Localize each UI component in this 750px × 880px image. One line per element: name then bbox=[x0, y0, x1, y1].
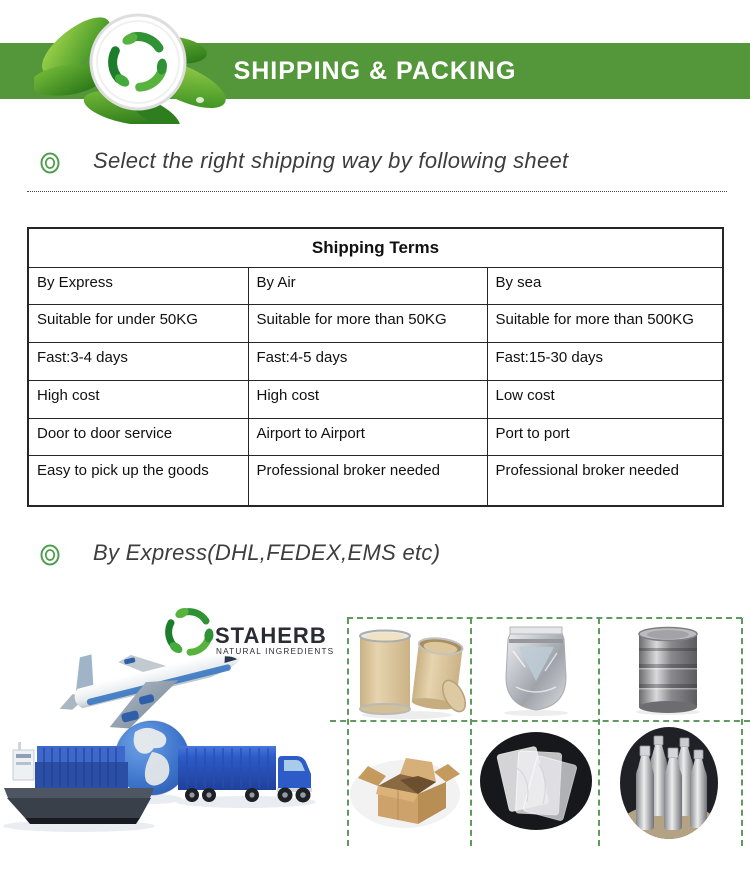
table-cell: Low cost bbox=[487, 381, 723, 419]
table-cell: Professional broker needed bbox=[248, 456, 487, 506]
table-cell: By sea bbox=[487, 268, 723, 305]
section-heading-express: By Express(DHL,FEDEX,EMS etc) bbox=[93, 540, 441, 565]
bullet-icon bbox=[39, 543, 61, 567]
table-row bbox=[28, 456, 723, 506]
table-row bbox=[28, 343, 723, 381]
leaf-emblem-icon bbox=[34, 4, 246, 124]
table-cell: Suitable for more than 50KG bbox=[248, 305, 487, 343]
plastic-bags-image bbox=[477, 728, 595, 838]
table-cell: Fast:15-30 days bbox=[487, 343, 723, 381]
foil-pouch-image bbox=[483, 617, 589, 717]
grid-line bbox=[741, 618, 743, 846]
table-cell: By Air bbox=[248, 268, 487, 305]
table-cell: Suitable for under 50KG bbox=[28, 305, 248, 343]
table-row bbox=[28, 419, 723, 456]
table-cell: Airport to Airport bbox=[248, 419, 487, 456]
table-cell: High cost bbox=[248, 381, 487, 419]
container-truck bbox=[176, 746, 316, 808]
table-title-row bbox=[28, 228, 723, 268]
brand-tagline: NATURAL INGREDIENTS bbox=[216, 647, 335, 656]
aluminum-bottles-image bbox=[614, 724, 724, 842]
table-cell: Easy to pick up the goods bbox=[28, 456, 248, 506]
grid-line bbox=[598, 618, 600, 846]
table-cell: High cost bbox=[28, 381, 248, 419]
table-cell: Professional broker needed bbox=[487, 456, 723, 506]
table-row bbox=[28, 268, 723, 305]
section-heading-select: Select the right shipping way by following sheet bbox=[93, 148, 569, 173]
fiber-drums-image bbox=[352, 624, 466, 720]
table-cell: Fast:4-5 days bbox=[248, 343, 487, 381]
table-cell: Fast:3-4 days bbox=[28, 343, 248, 381]
staherb-logo bbox=[158, 606, 334, 660]
brand-recycle-icon bbox=[158, 606, 219, 660]
grid-line bbox=[330, 720, 750, 722]
banner-title: SHIPPING & PACKING bbox=[233, 57, 517, 85]
shipping-terms-table bbox=[27, 227, 724, 507]
table-cell: Door to door service bbox=[28, 419, 248, 456]
logistics-composite-image bbox=[2, 598, 347, 873]
carton-box-image bbox=[346, 742, 464, 834]
table-row bbox=[28, 305, 723, 343]
brand-name: STAHERB bbox=[215, 623, 327, 648]
grid-line bbox=[470, 618, 472, 846]
table-title: Shipping Terms bbox=[28, 228, 723, 268]
table-cell: Port to port bbox=[487, 419, 723, 456]
table-cell: By Express bbox=[28, 268, 248, 305]
table-cell: Suitable for more than 500KG bbox=[487, 305, 723, 343]
steel-drum-image bbox=[624, 624, 712, 716]
divider bbox=[27, 191, 727, 192]
table-row bbox=[28, 381, 723, 419]
bullet-icon bbox=[39, 151, 61, 175]
